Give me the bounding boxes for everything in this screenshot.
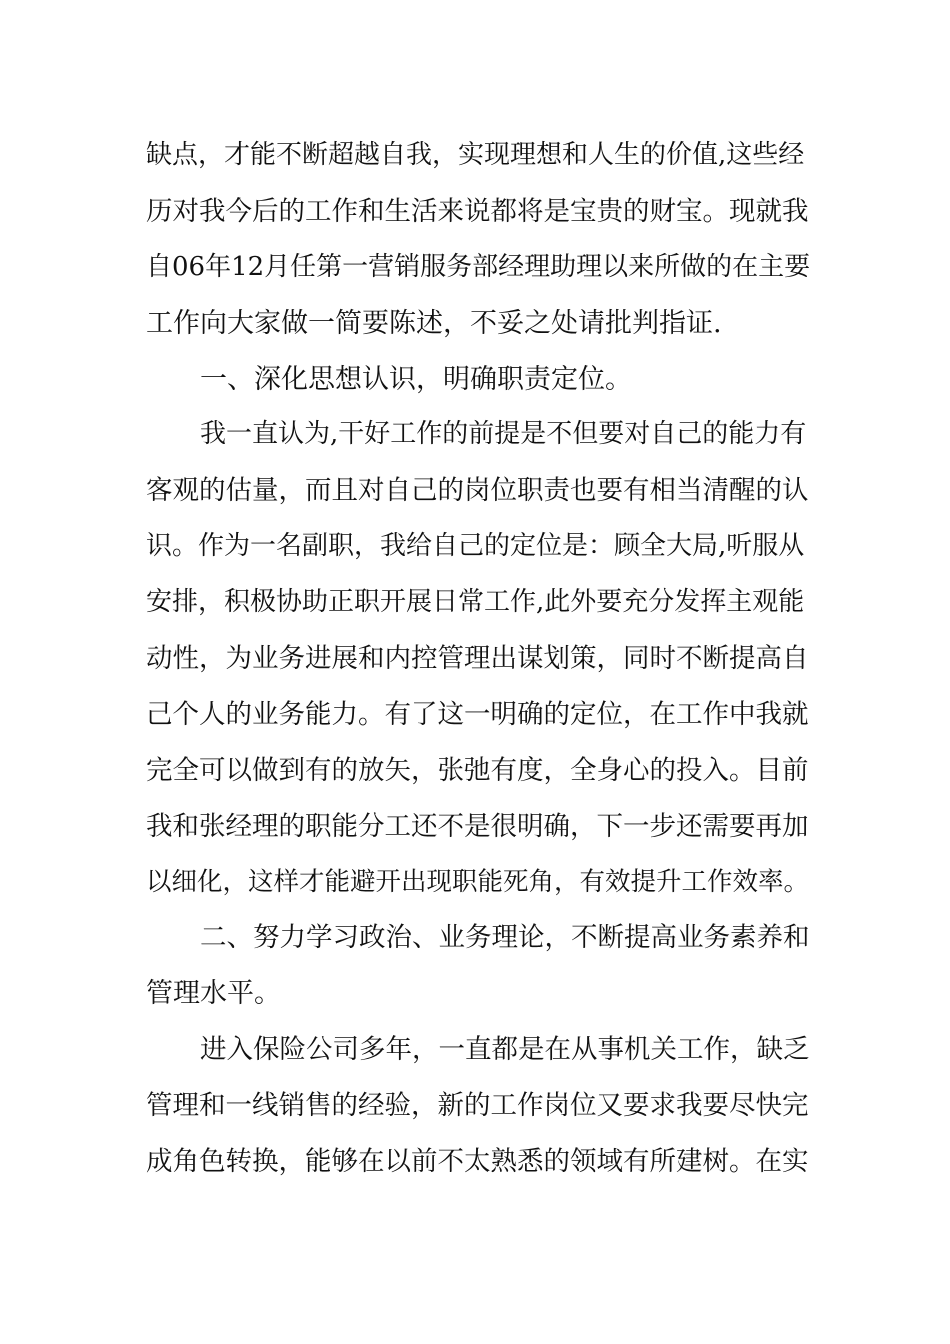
text-line: 我和张经理的职能分工还不是很明确，下一步还需要再加: [146, 810, 809, 842]
document-body: [146, 128, 810, 1190]
text-line: 己个人的业务能力。有了这一明确的定位，在工作中我就: [146, 698, 809, 730]
text-line: 管理水平。: [146, 978, 281, 1010]
text-line: 自06年12月任第一营销服务部经理助理以来所做的在主要: [146, 251, 810, 282]
text-line: 进入保险公司多年，一直都是在从事机关工作，缺乏: [200, 1034, 810, 1066]
text-line: 缺点，才能不断超越自我，实现理想和人生的价值,这些经: [146, 140, 805, 170]
text-line: 以细化，这样才能避开出现职能死角，有效提升工作效率。: [146, 866, 810, 897]
text-line: 历对我今后的工作和生活来说都将是宝贵的财宝。现就我: [146, 195, 809, 227]
text-line: 成角色转换，能够在以前不太熟悉的领域有所建树。在实: [146, 1146, 809, 1178]
text-line: 完全可以做到有的放矢，张弛有度，全身心的投入。目前: [146, 754, 809, 786]
text-line: 工作向大家做一简要陈述，不妥之处请批判指证.: [146, 307, 722, 339]
text-line: 客观的估量，而且对自己的岗位职责也要有相当清醒的认: [146, 475, 809, 507]
text-line: 安排，积极协助正职开展日常工作,此外要充分发挥主观能: [146, 587, 805, 618]
text-line: 我一直认为,干好工作的前提是不但要对自己的能力有: [200, 419, 807, 450]
text-line: 管理和一线销售的经验，新的工作岗位又要求我要尽快完: [146, 1090, 809, 1122]
text-line: 一、深化思想认识，明确职责定位。: [200, 363, 632, 395]
text-line: 二、努力学习政治、业务理论，不断提高业务素养和: [200, 922, 810, 954]
text-line: 动性，为业务进展和内控管理出谋划策，同时不断提高自: [146, 643, 809, 675]
text-line: 识。作为一名副职，我给自己的定位是：顾全大局,听服从: [146, 531, 805, 562]
